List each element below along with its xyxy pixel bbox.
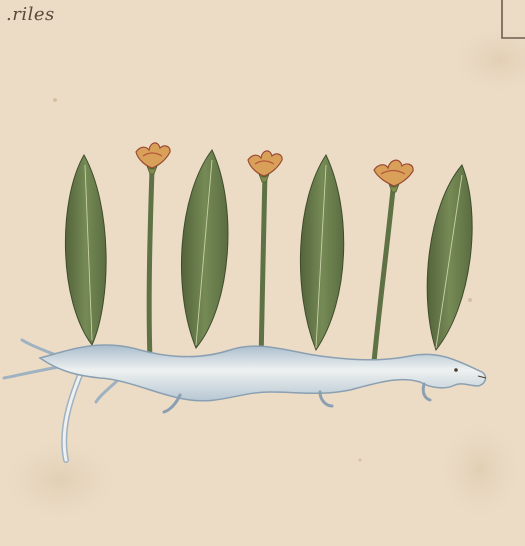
flower [374, 160, 413, 192]
leaf [181, 150, 228, 348]
flower [248, 151, 282, 182]
leaf [427, 165, 472, 350]
flower-stem [261, 172, 265, 362]
corner-inscription: .riles [6, 4, 55, 25]
flower-stem [149, 170, 152, 360]
leaf [300, 155, 343, 350]
leaf [65, 155, 106, 345]
flower [136, 143, 170, 174]
flower-stem [374, 180, 394, 362]
